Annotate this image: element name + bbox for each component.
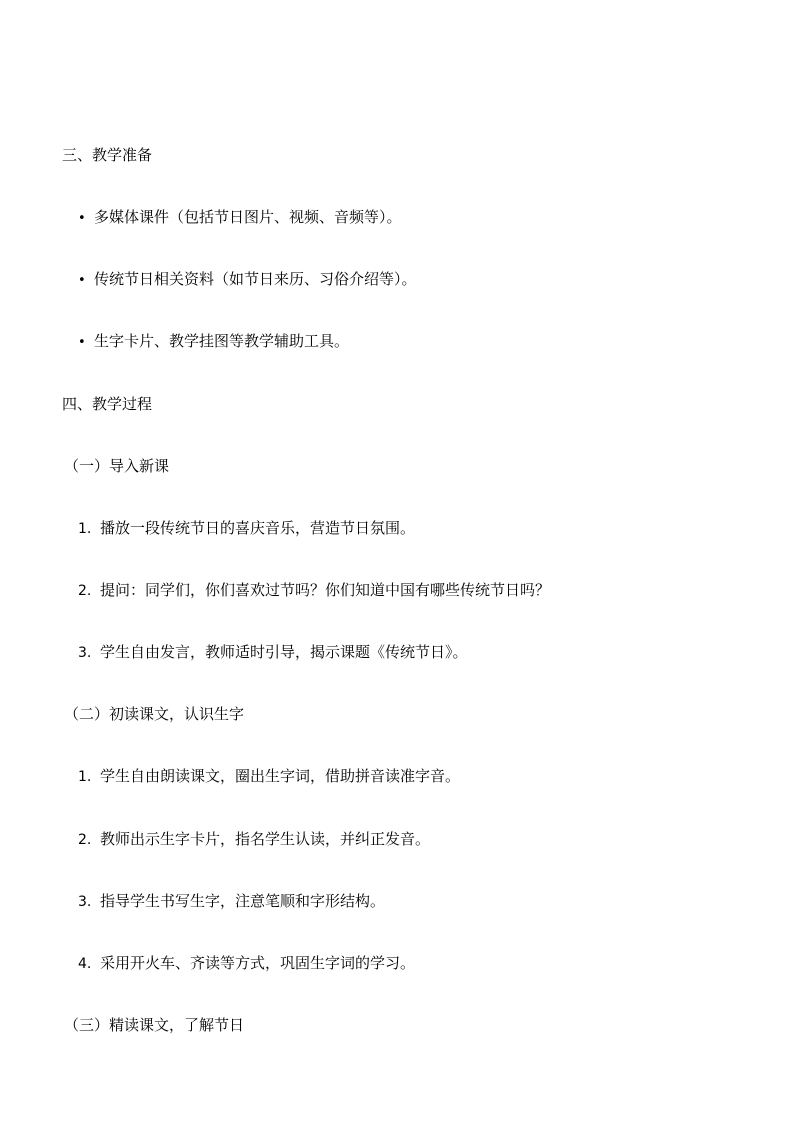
numbered-item <box>78 829 430 850</box>
section-heading-prep: 三、教学准备 <box>62 146 153 164</box>
item-number: 3. <box>78 645 92 661</box>
item-text: 指导学生书写生字，注意笔顺和字形结构。 <box>100 892 386 910</box>
item-number: 3. <box>78 894 92 910</box>
bullet-icon: • <box>78 211 86 226</box>
subsection-title: （一）导入新课 <box>64 457 170 475</box>
list-item <box>78 207 402 229</box>
list-item-text: 多媒体课件（包括节日图片、视频、音频等）。 <box>94 208 402 226</box>
item-number: 2. <box>78 583 92 599</box>
item-text: 教师出示生字卡片，指名学生认读，并纠正发音。 <box>100 830 431 848</box>
item-text: 提问：同学们，你们喜欢过节吗？你们知道中国有哪些传统节日吗？ <box>100 581 551 599</box>
subsection-title: （二）初读课文，认识生字 <box>64 705 245 723</box>
item-text: 学生自由朗读课文，圈出生字词，借助拼音读准字音。 <box>100 767 461 785</box>
section-heading-process: 四、教学过程 <box>62 395 153 413</box>
item-number: 1. <box>78 769 92 785</box>
list-item-text: 传统节日相关资料（如节日来历、习俗介绍等）。 <box>94 270 417 288</box>
numbered-item <box>78 953 415 974</box>
list-item <box>78 331 349 353</box>
item-text: 采用开火车、齐读等方式，巩固生字词的学习。 <box>100 954 416 972</box>
numbered-item <box>78 766 460 787</box>
item-number: 1. <box>78 521 92 537</box>
item-text: 播放一段传统节日的喜庆音乐，营造节日氛围。 <box>100 519 416 537</box>
item-number: 2. <box>78 832 92 848</box>
numbered-item <box>78 642 468 663</box>
list-item-text: 生字卡片、教学挂图等教学辅助工具。 <box>94 332 350 350</box>
subsection-title: （三）精读课文，了解节日 <box>64 1016 245 1034</box>
list-item <box>78 269 417 291</box>
bullet-icon: • <box>78 335 86 350</box>
numbered-item <box>78 580 550 601</box>
numbered-item <box>78 891 385 912</box>
item-text: 学生自由发言，教师适时引导，揭示课题《传统节日》。 <box>100 643 468 661</box>
numbered-item <box>78 518 415 539</box>
bullet-icon: • <box>78 273 86 288</box>
item-number: 4. <box>78 956 92 972</box>
